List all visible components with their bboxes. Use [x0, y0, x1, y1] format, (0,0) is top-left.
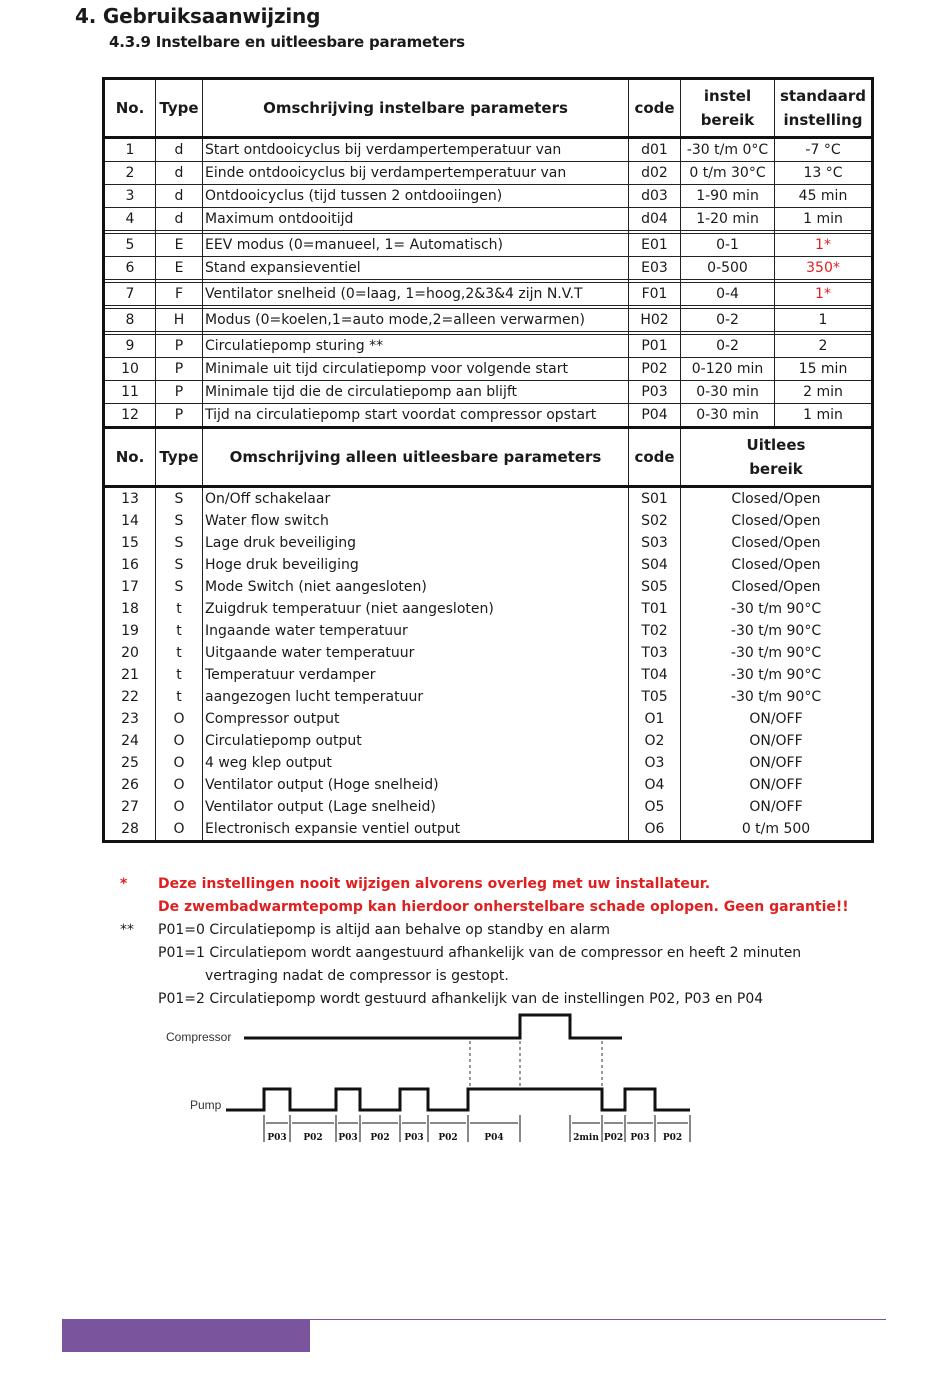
compressor-signal — [244, 1015, 622, 1038]
param-description: Ontdooicyclus (tijd tussen 2 ontdooiingen) — [203, 185, 629, 208]
param-code: T01 — [629, 598, 681, 620]
param-no: 10 — [104, 358, 156, 381]
param-code: S04 — [629, 554, 681, 576]
table-row — [104, 642, 873, 664]
param-default: 13 °C — [775, 162, 873, 185]
param-description: EEV modus (0=manueel, 1= Automatisch) — [203, 234, 629, 257]
param-read-range: Closed/Open — [681, 532, 873, 554]
param-description: Ventilator output (Hoge snelheid) — [203, 774, 629, 796]
param-code: P02 — [629, 358, 681, 381]
param-type: P — [156, 404, 203, 428]
param-no: 7 — [104, 283, 156, 306]
timing-segments — [264, 1115, 690, 1143]
param-no: 4 — [104, 208, 156, 231]
param-code: O6 — [629, 818, 681, 842]
param-default: 350* — [775, 257, 873, 280]
param-read-range: ON/OFF — [681, 708, 873, 730]
param-no: 5 — [104, 234, 156, 257]
section-heading: 4. Gebruiksaanwijzing — [75, 4, 321, 28]
table-row — [104, 234, 873, 257]
param-code: O1 — [629, 708, 681, 730]
param-description: Compressor output — [203, 708, 629, 730]
header-read-range: Uitlees bereik — [681, 428, 873, 487]
param-read-range: ON/OFF — [681, 752, 873, 774]
warning-line-1: Deze instellingen nooit wijzigen alvorens overleg met uw installateur. — [158, 876, 711, 892]
param-no: 13 — [104, 487, 156, 511]
param-no: 8 — [104, 309, 156, 332]
table-row — [104, 283, 873, 306]
segment-label: P02 — [370, 1133, 390, 1143]
param-description: Maximum ontdooitijd — [203, 208, 629, 231]
header-code: code — [629, 79, 681, 138]
table-row — [104, 576, 873, 598]
table-row — [104, 335, 873, 358]
param-type: d — [156, 208, 203, 231]
p01-0-note: P01=0 Circulatiepomp is altijd aan behalve op standby en alarm — [158, 922, 611, 938]
param-no: 3 — [104, 185, 156, 208]
param-description: Modus (0=koelen,1=auto mode,2=alleen verwarmen) — [203, 309, 629, 332]
table-row — [104, 381, 873, 404]
param-no: 14 — [104, 510, 156, 532]
param-description: Ventilator snelheid (0=laag, 1=hoog,2&3&4 zijn N.V.T — [203, 283, 629, 306]
segment-label: P03 — [338, 1133, 358, 1143]
param-description: Temperatuur verdamper — [203, 664, 629, 686]
param-no: 18 — [104, 598, 156, 620]
header-description: Omschrijving alleen uitleesbare parameters — [203, 428, 629, 487]
param-description: 4 weg klep output — [203, 752, 629, 774]
header-description: Omschrijving instelbare parameters — [203, 79, 629, 138]
param-code: T04 — [629, 664, 681, 686]
segment-label: P04 — [484, 1133, 504, 1143]
timing-guides — [470, 1041, 602, 1087]
param-read-range: Closed/Open — [681, 576, 873, 598]
header-type: Type — [156, 79, 203, 138]
param-code: O2 — [629, 730, 681, 752]
param-read-range: ON/OFF — [681, 774, 873, 796]
warning-note — [110, 873, 870, 896]
param-type: E — [156, 257, 203, 280]
warning-line-2: De zwembadwarmtepomp kan hierdoor onherstelbare schade oplopen. Geen garantie!! — [158, 899, 849, 915]
param-type: P — [156, 358, 203, 381]
table-row — [104, 620, 873, 642]
param-code: P01 — [629, 335, 681, 358]
param-range: 1-90 min — [681, 185, 775, 208]
segment-label: P03 — [267, 1133, 287, 1143]
notes — [110, 873, 870, 1011]
segment-label: P03 — [404, 1133, 424, 1143]
table-row — [104, 510, 873, 532]
param-code: T05 — [629, 686, 681, 708]
param-description: Lage druk beveiliging — [203, 532, 629, 554]
param-range: 0-2 — [681, 309, 775, 332]
readonly-header-row — [104, 428, 873, 487]
param-description: Hoge druk beveiliging — [203, 554, 629, 576]
param-type: O — [156, 818, 203, 842]
param-description: Ingaande water temperatuur — [203, 620, 629, 642]
param-type: t — [156, 620, 203, 642]
param-read-range: -30 t/m 90°C — [681, 598, 873, 620]
table-row — [104, 730, 873, 752]
param-code: H02 — [629, 309, 681, 332]
param-description: On/Off schakelaar — [203, 487, 629, 511]
param-code: d02 — [629, 162, 681, 185]
param-range: 0-4 — [681, 283, 775, 306]
pump-signal — [226, 1089, 690, 1110]
param-read-range: 0 t/m 500 — [681, 818, 873, 842]
param-description: Einde ontdooicyclus bij verdampertemperatuur van — [203, 162, 629, 185]
parameters-table — [102, 77, 874, 843]
header-no: No. — [104, 79, 156, 138]
table-row — [104, 752, 873, 774]
param-description: Minimale uit tijd circulatiepomp voor volgende start — [203, 358, 629, 381]
param-read-range: -30 t/m 90°C — [681, 642, 873, 664]
param-no: 24 — [104, 730, 156, 752]
param-type: S — [156, 576, 203, 598]
param-type: O — [156, 774, 203, 796]
param-type: O — [156, 752, 203, 774]
param-no: 28 — [104, 818, 156, 842]
table-row — [104, 162, 873, 185]
footer-bar — [62, 1319, 310, 1352]
param-type: S — [156, 487, 203, 511]
param-type: E — [156, 234, 203, 257]
header-code: code — [629, 428, 681, 487]
header-no: No. — [104, 428, 156, 487]
segment-label: P02 — [438, 1133, 458, 1143]
p01-2-note: P01=2 Circulatiepomp wordt gestuurd afhankelijk van de instellingen P02, P03 en P04 — [158, 991, 764, 1007]
param-description: Water flow switch — [203, 510, 629, 532]
param-no: 21 — [104, 664, 156, 686]
header-default: standaard instelling — [775, 79, 873, 138]
param-type: H — [156, 309, 203, 332]
table-row — [104, 358, 873, 381]
subsection-heading: 4.3.9 Instelbare en uitleesbare parameters — [109, 33, 465, 51]
param-description: Circulatiepomp output — [203, 730, 629, 752]
param-description: aangezogen lucht temperatuur — [203, 686, 629, 708]
param-description: Ventilator output (Lage snelheid) — [203, 796, 629, 818]
param-description: Mode Switch (niet aangesloten) — [203, 576, 629, 598]
param-no: 9 — [104, 335, 156, 358]
pump-label: Pump — [190, 1098, 222, 1112]
param-no: 17 — [104, 576, 156, 598]
param-default: 1 — [775, 309, 873, 332]
param-no: 15 — [104, 532, 156, 554]
param-default: 1* — [775, 234, 873, 257]
param-no: 27 — [104, 796, 156, 818]
param-read-range: -30 t/m 90°C — [681, 664, 873, 686]
param-code: T03 — [629, 642, 681, 664]
param-no: 16 — [104, 554, 156, 576]
param-default: -7 °C — [775, 138, 873, 162]
table-row — [104, 404, 873, 428]
param-default: 15 min — [775, 358, 873, 381]
param-range: 0-1 — [681, 234, 775, 257]
param-default: 2 min — [775, 381, 873, 404]
table-row — [104, 309, 873, 332]
segment-label: P02 — [303, 1133, 323, 1143]
header-range: instel bereik — [681, 79, 775, 138]
segment-label: P03 — [630, 1133, 650, 1143]
param-type: P — [156, 335, 203, 358]
table-row — [104, 532, 873, 554]
table-row — [104, 818, 873, 842]
param-no: 11 — [104, 381, 156, 404]
param-range: 0-500 — [681, 257, 775, 280]
param-type: d — [156, 185, 203, 208]
param-read-range: -30 t/m 90°C — [681, 620, 873, 642]
param-description: Tijd na circulatiepomp start voordat compressor opstart — [203, 404, 629, 428]
param-no: 22 — [104, 686, 156, 708]
param-no: 23 — [104, 708, 156, 730]
table-row — [104, 796, 873, 818]
param-code: d03 — [629, 185, 681, 208]
param-no: 12 — [104, 404, 156, 428]
asterisk-marker: * — [120, 876, 128, 892]
header-type: Type — [156, 428, 203, 487]
adjustable-header-row — [104, 79, 873, 138]
param-type: S — [156, 532, 203, 554]
param-description: Stand expansieventiel — [203, 257, 629, 280]
param-range: 0-2 — [681, 335, 775, 358]
param-code: E03 — [629, 257, 681, 280]
param-default: 1* — [775, 283, 873, 306]
param-code: O5 — [629, 796, 681, 818]
param-read-range: Closed/Open — [681, 487, 873, 511]
param-range: 1-20 min — [681, 208, 775, 231]
param-description: Start ontdooicyclus bij verdampertemperatuur van — [203, 138, 629, 162]
param-code: E01 — [629, 234, 681, 257]
segment-label: P02 — [603, 1133, 624, 1143]
param-no: 2 — [104, 162, 156, 185]
param-code: d01 — [629, 138, 681, 162]
param-code: T02 — [629, 620, 681, 642]
param-code: S02 — [629, 510, 681, 532]
table-row — [104, 774, 873, 796]
double-asterisk-marker: ** — [120, 922, 134, 938]
pump-timing-diagram — [160, 1005, 740, 1150]
p01-1-note: P01=1 Circulatiepom wordt aangestuurd afhankelijk van de compressor en heeft 2 minuten — [158, 945, 802, 961]
param-type: F — [156, 283, 203, 306]
param-code: O4 — [629, 774, 681, 796]
param-read-range: Closed/Open — [681, 510, 873, 532]
table-row — [104, 208, 873, 231]
param-range: 0-120 min — [681, 358, 775, 381]
param-code: d04 — [629, 208, 681, 231]
param-type: t — [156, 642, 203, 664]
param-default: 1 min — [775, 404, 873, 428]
table-row — [104, 185, 873, 208]
param-default: 2 — [775, 335, 873, 358]
param-default: 45 min — [775, 185, 873, 208]
table-row — [104, 487, 873, 511]
table-row — [104, 708, 873, 730]
param-no: 19 — [104, 620, 156, 642]
param-default: 1 min — [775, 208, 873, 231]
param-no: 6 — [104, 257, 156, 280]
param-no: 26 — [104, 774, 156, 796]
param-type: O — [156, 796, 203, 818]
param-type: t — [156, 598, 203, 620]
param-range: 0-30 min — [681, 381, 775, 404]
param-code: P03 — [629, 381, 681, 404]
param-range: 0-30 min — [681, 404, 775, 428]
param-type: P — [156, 381, 203, 404]
param-range: -30 t/m 0°C — [681, 138, 775, 162]
param-code: S05 — [629, 576, 681, 598]
param-type: t — [156, 664, 203, 686]
param-description: Circulatiepomp sturing ** — [203, 335, 629, 358]
param-range: 0 t/m 30°C — [681, 162, 775, 185]
compressor-label: Compressor — [166, 1030, 232, 1044]
segment-label: 2min — [573, 1133, 599, 1143]
param-no: 20 — [104, 642, 156, 664]
segment-label: P02 — [662, 1133, 683, 1143]
param-read-range: Closed/Open — [681, 554, 873, 576]
table-row — [104, 257, 873, 280]
table-row — [104, 138, 873, 162]
footer-line — [310, 1319, 886, 1320]
param-type: d — [156, 162, 203, 185]
param-read-range: -30 t/m 90°C — [681, 686, 873, 708]
param-read-range: ON/OFF — [681, 730, 873, 752]
param-code: S03 — [629, 532, 681, 554]
param-type: t — [156, 686, 203, 708]
table-row — [104, 664, 873, 686]
param-read-range: ON/OFF — [681, 796, 873, 818]
param-description: Zuigdruk temperatuur (niet aangesloten) — [203, 598, 629, 620]
param-description: Minimale tijd die de circulatiepomp aan blijft — [203, 381, 629, 404]
param-type: O — [156, 708, 203, 730]
param-no: 25 — [104, 752, 156, 774]
param-code: O3 — [629, 752, 681, 774]
param-type: S — [156, 510, 203, 532]
p01-1-note-continued: vertraging nadat de compressor is gestopt. — [205, 968, 509, 984]
param-description: Uitgaande water temperatuur — [203, 642, 629, 664]
table-row — [104, 686, 873, 708]
param-type: O — [156, 730, 203, 752]
table-row — [104, 554, 873, 576]
param-type: d — [156, 138, 203, 162]
param-code: S01 — [629, 487, 681, 511]
param-type: S — [156, 554, 203, 576]
param-code: F01 — [629, 283, 681, 306]
table-row — [104, 598, 873, 620]
param-no: 1 — [104, 138, 156, 162]
param-description: Electronisch expansie ventiel output — [203, 818, 629, 842]
param-code: P04 — [629, 404, 681, 428]
